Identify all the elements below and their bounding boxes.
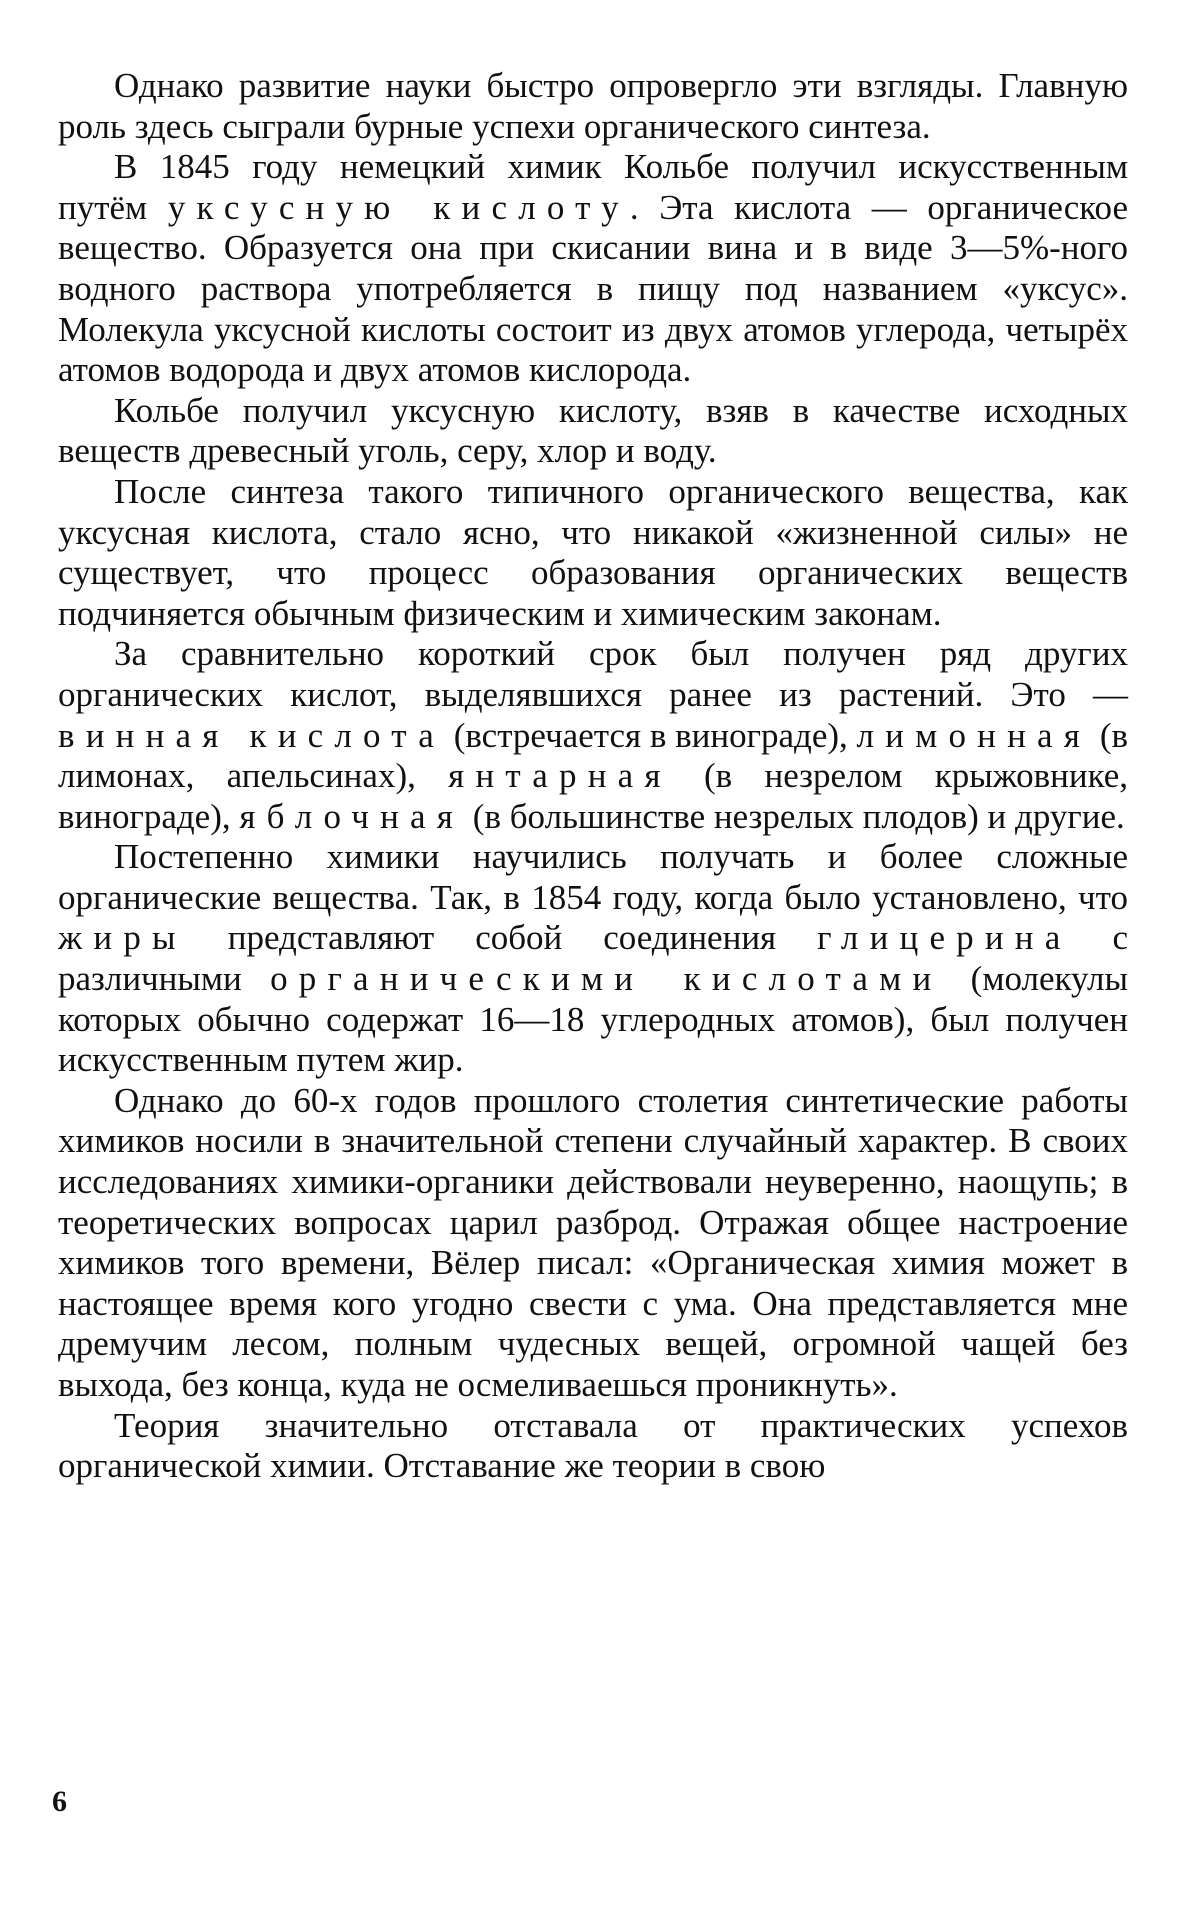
emphasized-term: яблочная (239, 796, 465, 836)
text-run: (молекулы которых обычно содержат 16—18 углеродных атомов), был получен искусственным путем жир. (58, 959, 1128, 1080)
text-run: представляют собой соединения (186, 918, 818, 958)
page-body (58, 66, 1128, 1487)
text-run: . Эта кислота — органическое вещество. Образуется она при скисании вина и в виде 3—5%-ного водного раствора употребляется в пищу под названием «уксус». Молекула уксусной кислоты состоит из двух атомов углерода, четырёх атомов водорода и двух атомов кислорода. (58, 187, 1128, 390)
text-run: (встречается в винограде), (444, 715, 857, 755)
text-run: Постепенно химики научились получать и более сложные органические вещества. Так, в 1854 году, когда было установлено, что (58, 837, 1128, 917)
paragraph (58, 837, 1128, 1081)
paragraph (58, 472, 1128, 634)
emphasized-term: глицерина (817, 918, 1072, 958)
text-run: (в лимонах, апельсинах), (58, 715, 1128, 796)
emphasized-term: винная кислота (58, 715, 445, 755)
text-run: (в незрелом крыжовнике, винограде), (58, 756, 1129, 836)
paragraph (58, 147, 1128, 391)
text-run: После синтеза такого типичного органического вещества, как уксусная кислота, стало ясно, что никакой «жизненной силы» не существует, что процесс образования органических веществ подчиняется обычным физическим и химическим законам. (58, 471, 1128, 633)
emphasized-term: янтарная (448, 756, 672, 796)
text-run: с различными (58, 918, 1128, 999)
paragraph (58, 391, 1128, 472)
emphasized-term: уксусную кислоту (167, 187, 630, 227)
paragraph (58, 66, 1128, 147)
emphasized-term: жиры (58, 918, 187, 958)
paragraph (58, 1081, 1128, 1406)
emphasized-term: лимонная (856, 715, 1092, 755)
text-run: В 1845 году немецкий химик Кольбе получил искусственным путём (58, 147, 1128, 227)
text-run: Однако развитие науки быстро опровергло эти взгляды. Главную роль здесь сыграли бурные успехи органического синтеза. (58, 66, 1128, 146)
text-run: Кольбе получил уксусную кислоту, взяв в качестве исходных веществ древесный уголь, серу, хлор и воду. (58, 390, 1128, 471)
text-run: Однако до 60-х годов прошлого столетия синтетические работы химиков носили в значительной степени случайный характер. В своих исследованиях химики-органики действовали неуверенно, наощупь; в теоретических вопросах царил разброд. Отражая общее настроение химиков того времени, Вёлер писал: «Органическая химия может в настоящее время кого угодно свести с ума. Она представляется мне дремучим лесом, полным чудесных вещей, огромной чащей без выхода, без конца, куда не осмеливаешься проникнуть». (58, 1080, 1128, 1404)
text-run: (в большинстве незрелых плодов) и другие. (464, 796, 1125, 836)
paragraph (58, 1406, 1128, 1487)
emphasized-term: органическими кислотами (270, 959, 943, 999)
paragraph (58, 634, 1128, 837)
page-number: 6 (52, 1785, 67, 1818)
text-run: За сравнительно короткий срок был получен ряд других органических кислот, выделявшихся ранее из растений. Это — (58, 634, 1128, 714)
text-run: Теория значительно отставала от практических успехов органической химии. Отставание же теории в свою (58, 1405, 1128, 1486)
